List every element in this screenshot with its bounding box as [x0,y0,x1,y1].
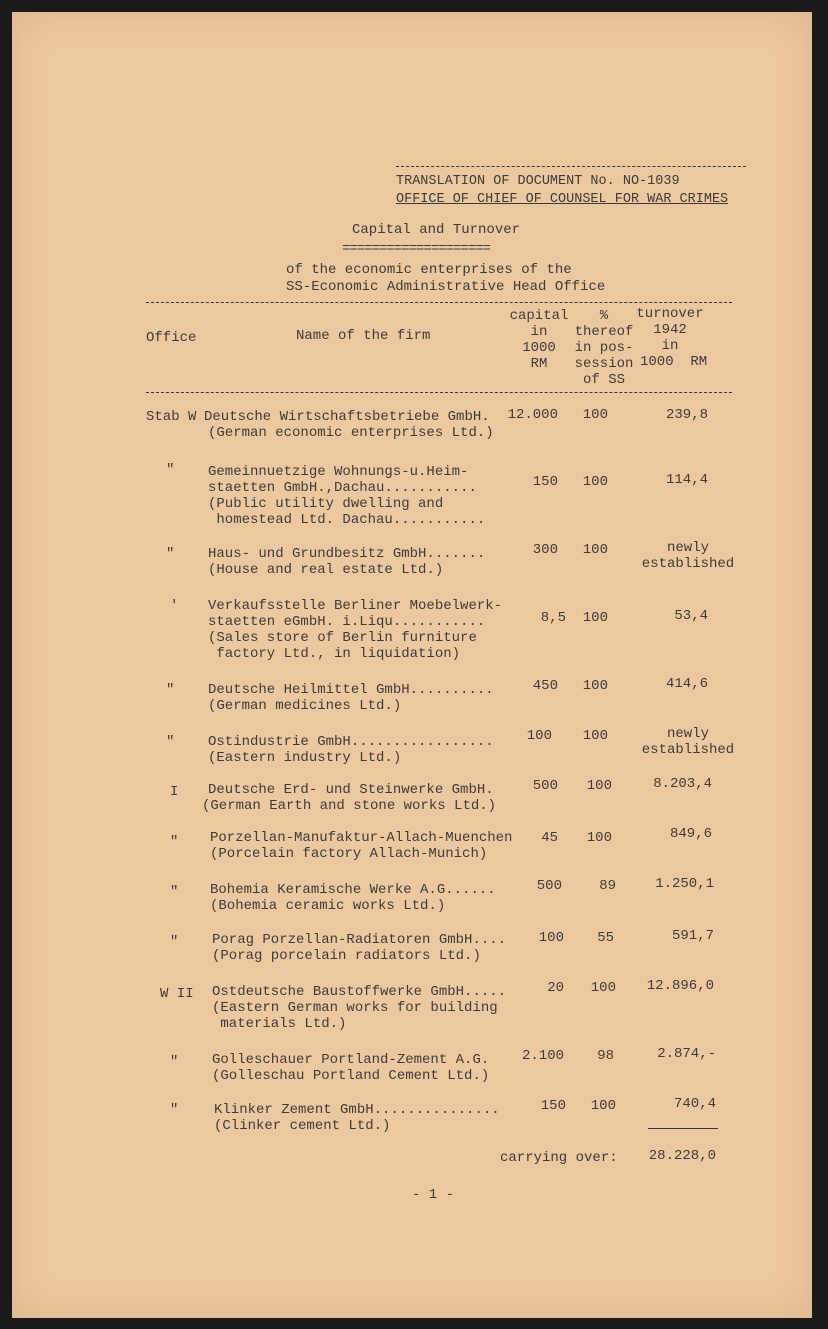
capital-cell: 500 [536,878,562,894]
turnover-cell: 740,4 [673,1096,716,1112]
firm-cell: Gemeinnuetzige Wohnungs-u.Heim- [208,464,469,480]
turnover-cell: 591,7 [671,928,714,944]
turnover-cell: 1.250,1 [655,876,714,892]
document-title: Capital and Turnover [352,222,521,238]
percent-cell: 55 [597,930,614,946]
column-header-office: Office [146,330,197,346]
document-page: TRANSLATION OF DOCUMENT No. NO-1039 OFFICE OF CHIEF OF COUNSEL FOR WAR CRIMES Capital and Turnover ==================== of the economic enterprises of the SS-Economic Administrative Head Office Office Name of the firm capital in 1000 RM % thereof in pos- session of SS turnover 1942 in 1000 RM Stab W Deutsche Wirtschaftsbetriebe GmbH. (German economic enterprises Ltd.) 12.000 100 239,8 " Gemeinnuetzige Wohnungs-u.Heim- staetten GmbH.,Dachau........... (Public utility dwelling and homestead Ltd. Dachau........... 150 100 114,4 " Haus- und Grundbesitz GmbH....... (House and real estate Ltd.) 300 100 newly established ' Verkaufsstelle Berliner Moebelwerk- staetten eGmbH. i.Liqu........... (Sales store of Berlin furniture factory Ltd., in liquidation) 8,5 100 53,4 " Deutsche Heilmittel GmbH.......... (German medicines Ltd.) 450 100 414,6 " Ostindustrie GmbH................. (Eastern industry Ltd.) 100 100 newly established I Deutsche Erd- und Steinwerke GmbH. (German Earth and stone works Ltd.) 500 100 8.203,4 " Porzellan-Manufaktur-Allach-Muenchen (Porcelain factory Allach-Munich) 45 100 849,6 " Bohemia Keramische Werke A.G...... (Bohemia ceramic works Ltd.) 500 89 1.250,1 " Porag Porzellan-Radiatoren GmbH.... (Porag porcelain radiators Ltd.) 100 55 591,7 W II Ostdeutsche Baustoffwerke GmbH..... (Eastern German works for building materials Ltd.) 20 100 12.896,0 " Golleschauer Portland-Zement A.G. (Golleschau Portland Cement Ltd.) 2.100 98 2.874,- " Klinker Zement GmbH............... (Clinker cement Ltd.) 150 100 740,4 carrying over: 28.228,0 - 1 - [12,12,812,1318]
office-cell: " [170,884,179,900]
percent-cell: 100 [582,728,608,744]
firm-cell: (Porag porcelain radiators Ltd.) [212,948,481,964]
capital-cell: 8,5 [540,610,566,626]
firm-cell: Deutsche Heilmittel GmbH.......... [208,682,494,698]
percent-cell: 100 [586,778,612,794]
firm-cell: materials Ltd.) [212,1016,347,1032]
capital-cell: 20 [547,980,564,996]
office-cell: " [170,1102,179,1118]
percent-cell: 100 [582,678,608,694]
capital-cell: 300 [532,542,558,558]
turnover-cell: 2.874,- [657,1046,716,1062]
capital-cell: 450 [532,678,558,694]
percent-cell: 98 [597,1048,614,1064]
percent-cell: 100 [582,407,608,423]
office-cell: " [170,934,179,950]
turnover-cell: 53,4 [674,608,708,624]
percent-cell: 100 [586,830,612,846]
firm-cell: Haus- und Grundbesitz GmbH....... [208,546,486,562]
firm-cell: (Bohemia ceramic works Ltd.) [210,898,446,914]
firm-cell: Golleschauer Portland-Zement A.G. [212,1052,490,1068]
turnover-cell: newly established [641,540,735,572]
percent-cell: 100 [590,1098,616,1114]
header-top-rule [396,166,746,167]
page-number: - 1 - [412,1187,455,1203]
turnover-cell: 849,6 [669,826,712,842]
firm-cell: Porzellan-Manufaktur-Allach-Muenchen [210,830,513,846]
firm-cell: (Golleschau Portland Cement Ltd.) [212,1068,490,1084]
percent-cell: 100 [590,980,616,996]
office-cell: W II [160,986,194,1002]
capital-cell: 100 [538,930,564,946]
turnover-cell: 12.896,0 [646,978,714,994]
office-cell: Stab W [146,409,197,425]
subtitle-line-2: SS-Economic Administrative Head Office [286,279,606,295]
firm-cell: (Public utility dwelling and [208,496,444,512]
office-cell: " [166,462,175,478]
title-underline: ==================== [342,241,491,257]
carrying-over-value: 28.228,0 [648,1148,716,1164]
firm-cell: Verkaufsstelle Berliner Moebelwerk- [208,598,503,614]
firm-cell: Ostdeutsche Baustoffwerke GmbH..... [212,984,507,1000]
office-cell: " [170,834,179,850]
percent-cell: 100 [582,542,608,558]
firm-cell: (Clinker cement Ltd.) [214,1118,391,1134]
firm-cell: factory Ltd., in liquidation) [208,646,461,662]
capital-cell: 500 [532,778,558,794]
carrying-over-label: carrying over: [500,1150,618,1166]
translation-header: TRANSLATION OF DOCUMENT No. NO-1039 [396,174,680,189]
office-cell: I [170,784,179,800]
turnover-cell: 414,6 [665,676,708,692]
capital-cell: 150 [532,474,558,490]
sum-rule [648,1128,718,1129]
turnover-cell: 114,4 [665,472,708,488]
capital-cell: 12.000 [507,407,558,423]
capital-cell: 2.100 [521,1048,564,1064]
firm-cell: (Sales store of Berlin furniture [208,630,477,646]
turnover-cell: 239,8 [665,407,708,423]
column-header-firm: Name of the firm [296,328,431,344]
capital-cell: 150 [540,1098,566,1114]
firm-cell: Porag Porzellan-Radiatoren GmbH.... [212,932,507,948]
firm-cell: staetten eGmbH. i.Liqu........... [208,614,486,630]
office-cell: " [166,682,175,698]
firm-cell: (Eastern German works for building [212,1000,498,1016]
turnover-cell: newly established [641,726,735,758]
office-cell: " [166,546,175,562]
subtitle-line-1: of the economic enterprises of the [286,262,572,278]
firm-cell: (German medicines Ltd.) [208,698,402,714]
firm-cell: (Eastern industry Ltd.) [208,750,402,766]
percent-cell: 100 [582,610,608,626]
office-cell: ' [170,598,179,614]
percent-cell: 100 [582,474,608,490]
firm-cell: (Porcelain factory Allach-Munich) [210,846,488,862]
percent-cell: 89 [599,878,616,894]
firm-cell: Bohemia Keramische Werke A.G...... [210,882,496,898]
office-cell: " [170,1054,179,1070]
firm-cell: Ostindustrie GmbH................. [208,734,494,750]
firm-cell: (German Earth and stone works Ltd.) [202,798,497,814]
capital-cell: 45 [541,830,558,846]
firm-cell: (German economic enterprises Ltd.) [208,425,494,441]
table-header-rule [146,392,732,393]
turnover-cell: 8.203,4 [653,776,712,792]
capital-cell: 100 [526,728,552,744]
firm-cell: staetten GmbH.,Dachau........... [208,480,477,496]
firm-cell: Deutsche Wirtschaftsbetriebe GmbH. [204,409,490,425]
firm-cell: Klinker Zement GmbH............... [214,1102,500,1118]
firm-cell: homestead Ltd. Dachau........... [208,512,486,528]
office-cell: " [166,734,175,750]
firm-cell: (House and real estate Ltd.) [208,562,444,578]
office-header: OFFICE OF CHIEF OF COUNSEL FOR WAR CRIMES [396,192,729,207]
table-top-rule [146,302,732,303]
firm-cell: Deutsche Erd- und Steinwerke GmbH. [208,782,494,798]
